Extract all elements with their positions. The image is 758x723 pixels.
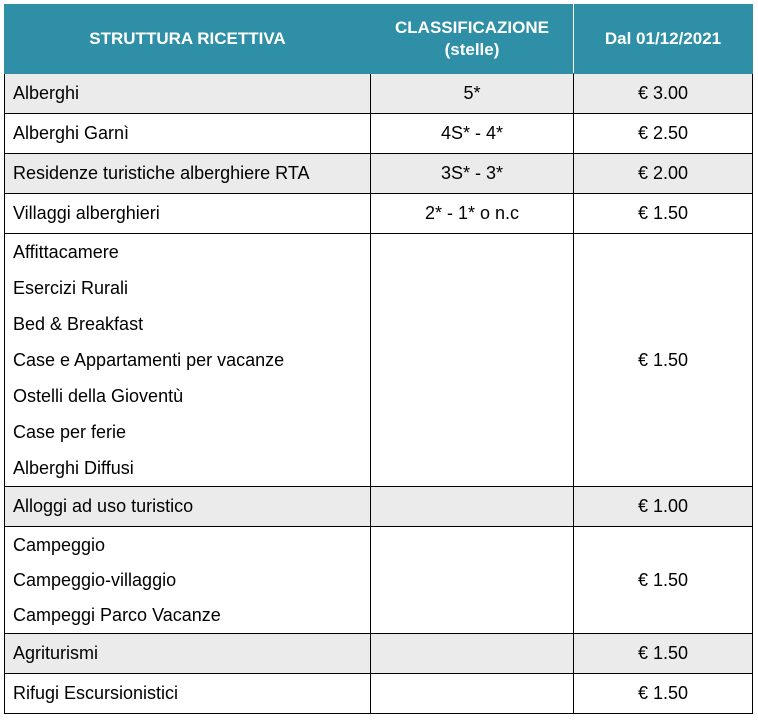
header-structure: STRUTTURA RICETTIVA [5,5,371,74]
structure-type: Agriturismi [5,634,371,674]
tourist-tax-table [4,4,753,714]
classification: 5* [371,74,574,114]
table-row [5,674,753,714]
header-classification-line2: (stelle) [444,40,500,59]
rate: € 1.50 [574,194,753,234]
rate: € 1.50 [574,674,753,714]
classification-empty [371,487,574,527]
structure-type: Campeggi Parco Vacanze [13,604,221,625]
header-rate-date: Dal 01/12/2021 [574,5,753,74]
structure-type: Rifugi Escursionistici [5,674,371,714]
structure-type: Esercizi Rurali [13,278,129,298]
structure-type: Affittacamere [13,242,119,262]
classification-empty [371,674,574,714]
rate: € 1.50 [574,527,753,634]
table-row-extra-hotel-group [5,234,753,487]
header-classification-line1: CLASSIFICAZIONE [395,18,549,37]
structure-type: Case e Appartamenti per vacanze [13,350,285,370]
rate: € 1.50 [574,634,753,674]
table-row [5,74,753,114]
classification: 4S* - 4* [371,114,574,154]
classification-empty [371,234,574,487]
structure-type: Residenze turistiche alberghiere RTA [5,154,371,194]
structure-type: Villaggi alberghieri [5,194,371,234]
table-row-camping-group [5,527,753,634]
structure-type: Case per ferie [13,422,127,442]
classification-empty [371,634,574,674]
structure-type-list [5,527,371,634]
structure-type: Alloggi ad uso turistico [5,487,371,527]
table-row [5,194,753,234]
structure-type-list [5,234,371,487]
structure-type: Campeggio [13,534,106,555]
classification: 3S* - 3* [371,154,574,194]
classification-empty [371,527,574,634]
rate: € 3.00 [574,74,753,114]
structure-type: Alberghi [5,74,371,114]
structure-type: Alberghi Garnì [5,114,371,154]
header-classification [371,5,574,74]
rate: € 1.00 [574,487,753,527]
structure-type: Bed & Breakfast [13,314,144,334]
rate: € 2.00 [574,154,753,194]
table-row [5,114,753,154]
structure-type: Alberghi Diffusi [13,458,134,478]
table-row [5,634,753,674]
table-row [5,154,753,194]
classification: 2* - 1* o n.c [371,194,574,234]
structure-type: Campeggio-villaggio [13,569,177,590]
structure-type: Ostelli della Gioventù [13,386,184,406]
rate: € 1.50 [574,234,753,487]
header-row [5,5,753,74]
rate: € 2.50 [574,114,753,154]
table-row [5,487,753,527]
